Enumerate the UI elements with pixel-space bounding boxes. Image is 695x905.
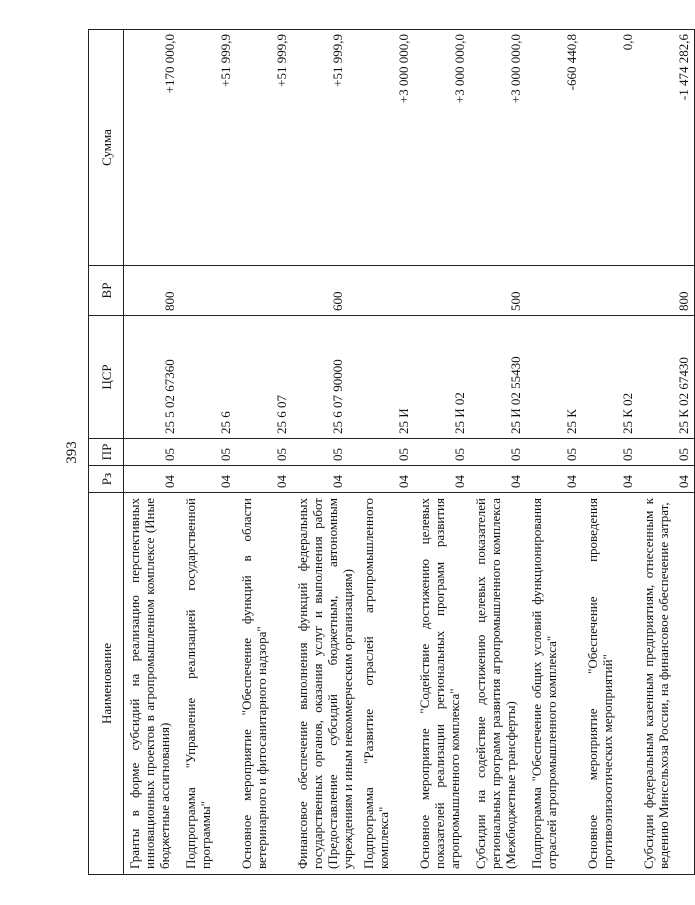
table-row xyxy=(358,30,414,875)
row-name: Подпрограмма "Управление реализацией государственной программы" xyxy=(180,493,236,875)
row-vr xyxy=(180,266,236,316)
row-rz: 04 xyxy=(292,466,358,493)
row-csr: 25 6 xyxy=(180,316,236,439)
row-rz: 04 xyxy=(180,466,236,493)
table-row xyxy=(470,30,526,875)
header-rz: Рз xyxy=(89,466,124,493)
row-sum: -1 474 282,6 xyxy=(638,30,695,266)
row-csr: 25 И xyxy=(358,316,414,439)
header-csr: ЦСР xyxy=(89,316,124,439)
row-pr: 05 xyxy=(638,439,695,466)
rotated-page xyxy=(60,30,691,875)
row-rz: 04 xyxy=(526,466,582,493)
row-sum: +3 000 000,0 xyxy=(358,30,414,266)
row-rz: 04 xyxy=(414,466,470,493)
row-name: Финансовое обеспечение выполнения функций федеральных государственных органов, оказания услуг и выполнения работ (Предоставление субсидий бюджетным, автономным учреждениям и иным некоммерческим организациям) xyxy=(292,493,358,875)
row-pr: 05 xyxy=(414,439,470,466)
row-csr: 25 6 07 90000 xyxy=(292,316,358,439)
row-name: Гранты в форме субсидий на реализацию перспективных инновационных проектов в агропромышленном комплексе (Иные бюджетные ассигнования) xyxy=(124,493,181,875)
row-pr: 05 xyxy=(526,439,582,466)
row-pr: 05 xyxy=(358,439,414,466)
row-csr: 25 5 02 67360 xyxy=(124,316,181,439)
row-pr: 05 xyxy=(470,439,526,466)
row-vr xyxy=(526,266,582,316)
header-pr: ПР xyxy=(89,439,124,466)
row-vr: 800 xyxy=(638,266,695,316)
row-sum: +170 000,0 xyxy=(124,30,181,266)
row-pr: 05 xyxy=(124,439,181,466)
row-csr: 25 И 02 55430 xyxy=(470,316,526,439)
row-vr: 600 xyxy=(292,266,358,316)
row-name: Подпрограмма "Обеспечение общих условий функционирования отраслей агропромышленного комплекса" xyxy=(526,493,582,875)
row-sum: +51 999,9 xyxy=(236,30,292,266)
row-rz: 04 xyxy=(582,466,638,493)
table-row xyxy=(292,30,358,875)
row-name: Подпрограмма "Развитие отраслей агропромышленного комплекса" xyxy=(358,493,414,875)
row-sum: +51 999,9 xyxy=(292,30,358,266)
row-name: Основное мероприятие "Обеспечение проведения противоэпизоотических мероприятий" xyxy=(582,493,638,875)
row-csr: 25 6 07 xyxy=(236,316,292,439)
row-name: Субсидии федеральным казенным предприятиям, отнесенным к ведению Минсельхоза России, на финансовое обеспечение затрат, xyxy=(638,493,695,875)
row-vr: 800 xyxy=(124,266,181,316)
table-row xyxy=(236,30,292,875)
row-vr xyxy=(582,266,638,316)
row-name: Субсидии на содействие достижению целевых показателей региональных программ развития агропромышленного комплекса (Межбюджетные трансферты) xyxy=(470,493,526,875)
row-pr: 05 xyxy=(180,439,236,466)
row-vr: 500 xyxy=(470,266,526,316)
row-rz: 04 xyxy=(470,466,526,493)
row-pr: 05 xyxy=(582,439,638,466)
row-sum: +51 999,9 xyxy=(180,30,236,266)
row-sum: 0,0 xyxy=(582,30,638,266)
row-pr: 05 xyxy=(292,439,358,466)
row-rz: 04 xyxy=(358,466,414,493)
row-csr: 25 К 02 67430 xyxy=(638,316,695,439)
row-vr xyxy=(236,266,292,316)
row-sum: +3 000 000,0 xyxy=(414,30,470,266)
row-csr: 25 К xyxy=(526,316,582,439)
table-row xyxy=(582,30,638,875)
row-sum: -660 440,8 xyxy=(526,30,582,266)
table-row xyxy=(526,30,582,875)
table-row xyxy=(180,30,236,875)
row-rz: 04 xyxy=(124,466,181,493)
row-name: Основное мероприятие "Содействие достижению целевых показателей реализации региональных программ развития агропромышленного комплекса" xyxy=(414,493,470,875)
row-csr: 25 И 02 xyxy=(414,316,470,439)
table-header-row xyxy=(89,30,124,875)
header-name: Наименование xyxy=(89,493,124,875)
row-rz: 04 xyxy=(236,466,292,493)
table-row xyxy=(638,30,695,875)
row-vr xyxy=(358,266,414,316)
budget-table xyxy=(88,29,695,875)
row-csr: 25 К 02 xyxy=(582,316,638,439)
header-vr: ВР xyxy=(89,266,124,316)
row-name: Основное мероприятие "Обеспечение функций в области ветеринарного и фитосанитарного надзора" xyxy=(236,493,292,875)
row-rz: 04 xyxy=(638,466,695,493)
row-sum: +3 000 000,0 xyxy=(470,30,526,266)
row-pr: 05 xyxy=(236,439,292,466)
page-number: 393 xyxy=(64,441,80,464)
row-vr xyxy=(414,266,470,316)
table-row xyxy=(124,30,181,875)
table-row xyxy=(414,30,470,875)
header-sum: Сумма xyxy=(89,30,124,266)
